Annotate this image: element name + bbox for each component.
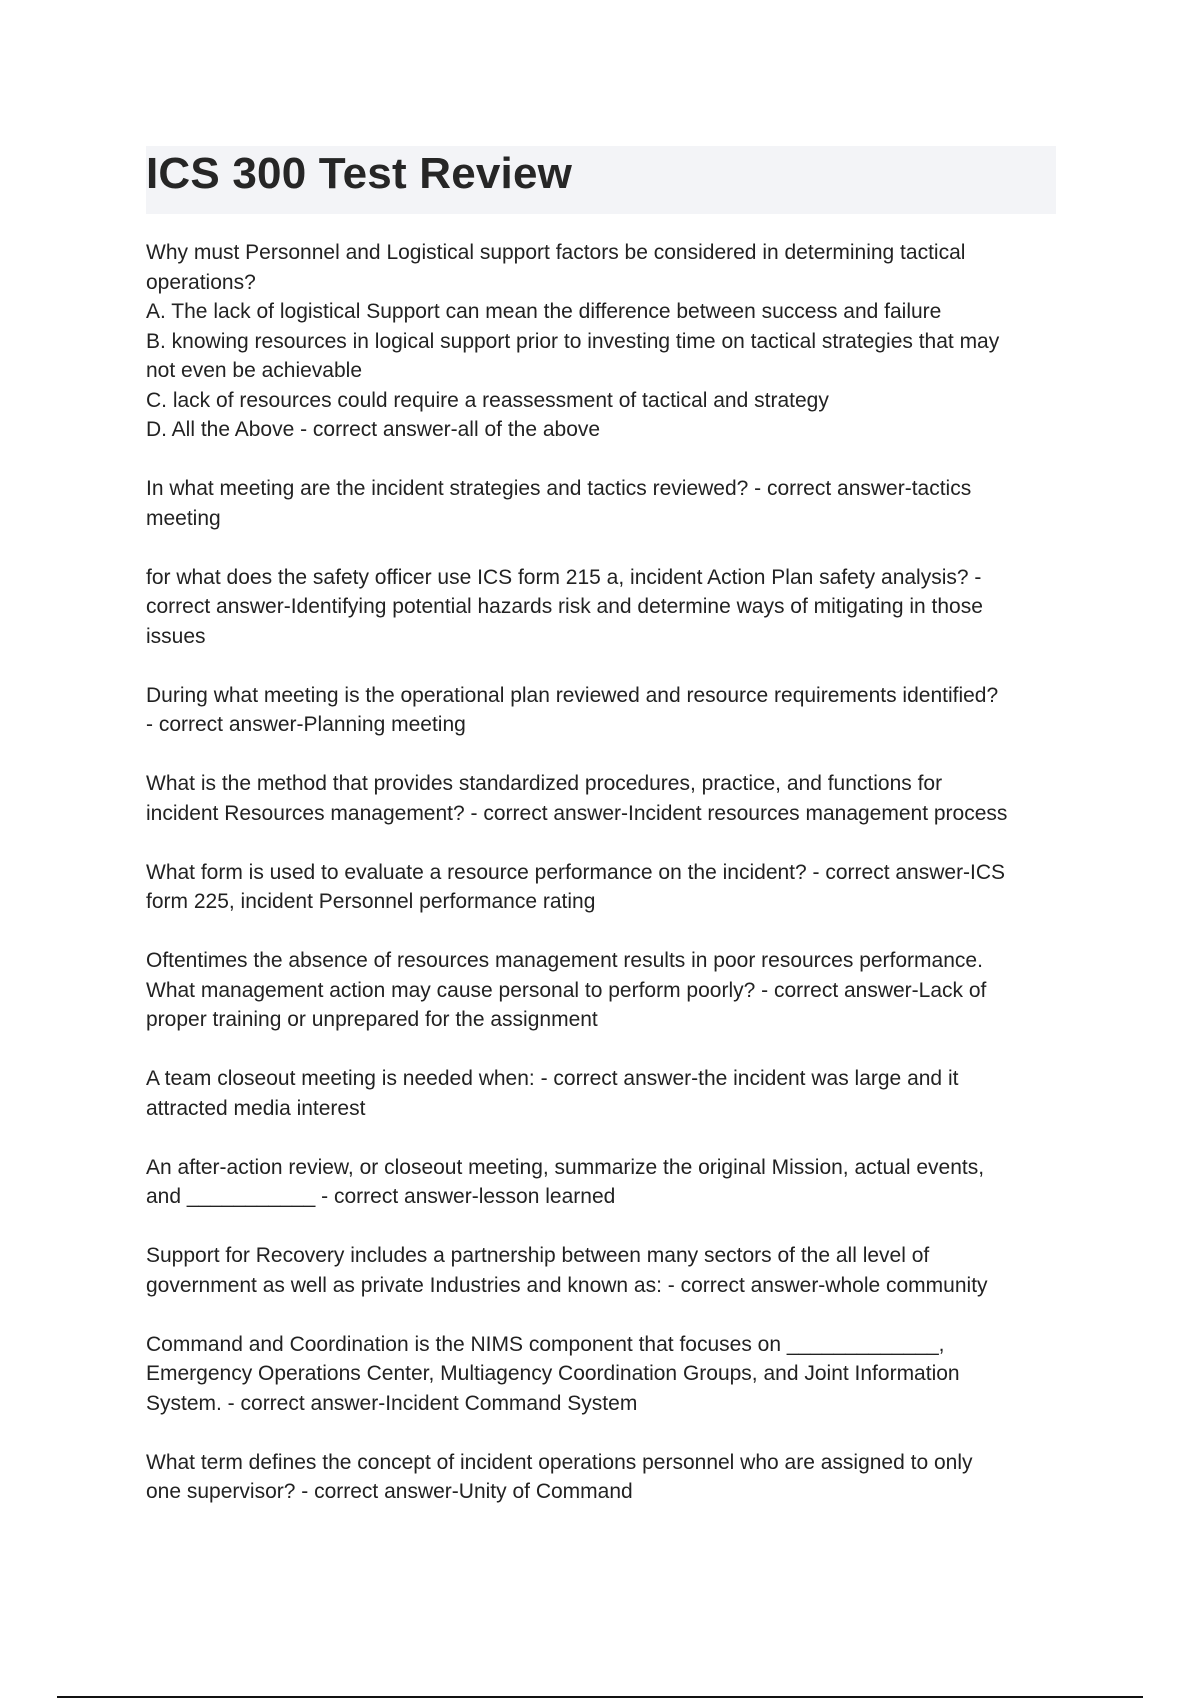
text-line: - correct answer-Planning meeting [146, 713, 466, 736]
text-line: C. lack of resources could require a reassessment of tactical and strategy [146, 388, 829, 412]
text-line: What is the method that provides standardized procedures, practice, and functions for [146, 772, 943, 795]
qa-entry [146, 1064, 1066, 1123]
qa-entry [146, 858, 1066, 917]
qa-entry [146, 1241, 1066, 1300]
text-line: What form is used to evaluate a resource performance on the incident? - correct answer-ICS [146, 860, 1006, 884]
text-line: government as well as private Industries and known as: - correct answer-whole community [146, 1273, 988, 1297]
qa-entry [146, 946, 1066, 1035]
text-line: During what meeting is the operational plan reviewed and resource requirements identified? [146, 683, 999, 707]
text-line: form 225, incident Personnel performance rating [146, 890, 596, 913]
page-title: ICS 300 Test Review [146, 149, 573, 198]
qa-entry [146, 1448, 1066, 1507]
text-line: Why must Personnel and Logistical support factors be considered in determining tactical [146, 241, 966, 264]
qa-entry [146, 769, 1066, 828]
text-line: operations? [146, 270, 256, 294]
text-line: Oftentimes the absence of resources management results in poor resources performance. [146, 949, 983, 972]
document-body [146, 238, 1066, 1536]
text-line: not even be achievable [146, 359, 362, 382]
qa-entry [146, 563, 1066, 652]
text-line: A team closeout meeting is needed when: - correct answer-the incident was large and it [146, 1067, 959, 1090]
text-line: An after-action review, or closeout meeting, summarize the original Mission, actual events, [146, 1155, 985, 1179]
qa-entry [146, 474, 1066, 533]
text-line: attracted media interest [146, 1096, 366, 1120]
text-line: for what does the safety officer use ICS form 215 a, incident Action Plan safety analysis? - [146, 565, 982, 589]
text-line: Support for Recovery includes a partnership between many sectors of the all level of [146, 1244, 930, 1267]
footer-divider [57, 1696, 1143, 1698]
text-line: What term defines the concept of incident operations personnel who are assigned to only [146, 1450, 973, 1474]
text-line: incident Resources management? - correct answer-Incident resources management process [146, 801, 1008, 825]
text-line: Command and Coordination is the NIMS component that focuses on _____________, [146, 1332, 945, 1356]
qa-entry [146, 1330, 1066, 1419]
qa-entry [146, 681, 1066, 740]
text-line: issues [146, 624, 206, 648]
qa-entry [146, 238, 1066, 445]
text-line: proper training or unprepared for the assignment [146, 1008, 598, 1031]
text-line: Emergency Operations Center, Multiagency Coordination Groups, and Joint Information [146, 1362, 960, 1385]
text-line: and ___________ - correct answer-lesson learned [146, 1185, 616, 1208]
text-line: A. The lack of logistical Support can mean the difference between success and failure [146, 300, 942, 323]
text-line: meeting [146, 506, 221, 530]
text-line: In what meeting are the incident strategies and tactics reviewed? - correct answer-tactics [146, 477, 972, 500]
qa-entry [146, 1153, 1066, 1212]
text-line: B. knowing resources in logical support prior to investing time on tactical strategies that may [146, 329, 1000, 353]
text-line: correct answer-Identifying potential hazards risk and determine ways of mitigating in those [146, 595, 983, 618]
text-line: one supervisor? - correct answer-Unity of Command [146, 1480, 633, 1503]
text-line: System. - correct answer-Incident Command System [146, 1391, 638, 1415]
text-line: D. All the Above - correct answer-all of the above [146, 418, 601, 441]
text-line: What management action may cause personal to perform poorly? - correct answer-Lack of [146, 978, 987, 1002]
